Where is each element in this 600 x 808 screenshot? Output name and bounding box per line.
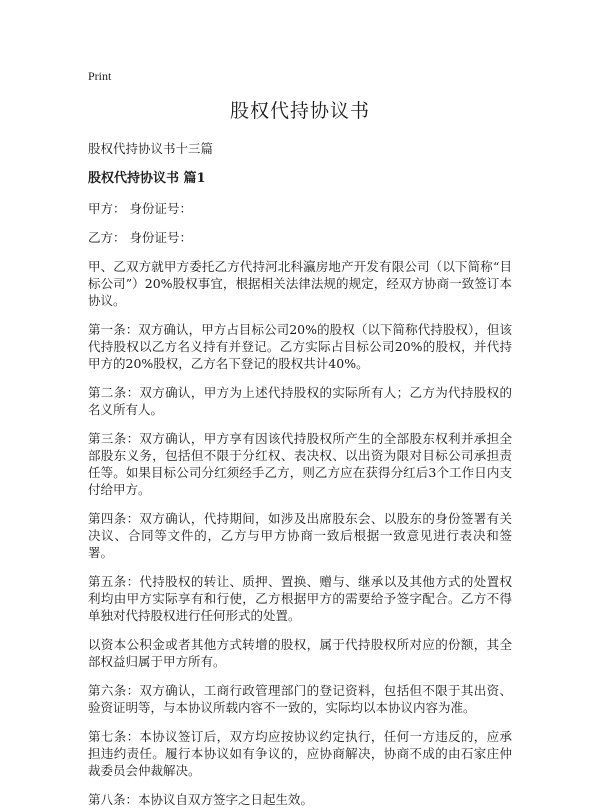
document-subtitle: 股权代持协议书十三篇: [88, 141, 214, 156]
article-1-paragraph: 第一条：双方确认，甲方占目标公司20%的股权（以下简称代持股权），但该代持股权以乙方名义持有并登记。乙方实际占目标公司20%的股权，并代持甲方的20%股权，乙方名下登记的股权共计40%。: [88, 322, 512, 371]
article-3-paragraph: 第三条：双方确认，甲方享有因该代持股权所产生的全部股东权利并承担全部股东义务，包括但不限于分红权、表决权、以出资为限对目标公司承担责任等。如果目标公司分红须经手乙方，则乙方应在获得分红后3个工作日内支付给甲方。: [88, 431, 512, 497]
print-link[interactable]: Print: [88, 69, 112, 83]
party-a-line: 甲方： 身份证号：: [88, 201, 192, 216]
article-2-paragraph: 第二条：双方确认，甲方为上述代持股权的实际所有人；乙方为代持股权的名义所有人。: [88, 385, 512, 417]
article-7-paragraph: 第七条：本协议签订后，双方均应按协议约定执行，任何一方违反的，应承担违约责任。履行本协议如有争议的，应协商解决，协商不成的由石家庄仲裁委员会仲裁解决。: [88, 729, 512, 778]
article-5-paragraph: 第五条：代持股权的转让、质押、置换、赠与、继承以及其他方式的处置权利均由甲方实际享有和行使，乙方根据甲方的需要给予签字配合。乙方不得单独对代持股权进行任何形式的处置。: [88, 574, 512, 623]
article-4-paragraph: 第四条：双方确认，代持期间，如涉及出席股东会、以股东的身份签署有关决议、合同等文件的，乙方与甲方协商一致后根据一致意见进行表决和签署。: [88, 511, 512, 560]
section-title: 股权代持协议书 篇1: [88, 171, 206, 186]
capital-reserve-paragraph: 以资本公积金或者其他方式转增的股权，属于代持股权所对应的份额，其全部权益归属于甲方所有。: [88, 637, 512, 669]
party-b-line: 乙方： 身份证号：: [88, 230, 192, 245]
document-title: 股权代持协议书: [229, 100, 370, 122]
preamble-paragraph: 甲、乙双方就甲方委托乙方代持河北科瀛房地产开发有限公司（以下简称“目标公司”）20%股权事宜，根据相关法律法规的规定，经双方协商一致签订本协议。: [88, 259, 512, 308]
article-8-paragraph: 第八条：本协议自双方签字之日起生效。: [88, 792, 314, 807]
article-6-paragraph: 第六条：双方确认，工商行政管理部门的登记资料，包括但不限于其出资、验资证明等，与本协议所载内容不一致的，实际均以本协议内容为准。: [88, 683, 512, 715]
